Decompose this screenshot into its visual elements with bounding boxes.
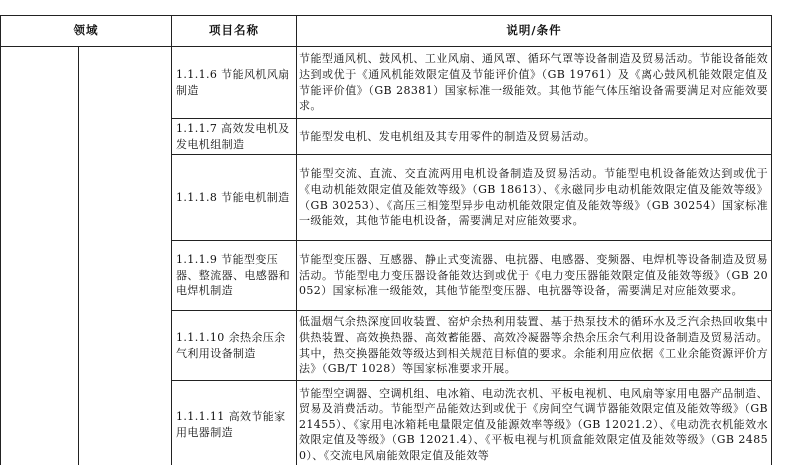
domain-cell-level2 [79,47,172,465]
domain-cell-level1 [1,47,79,465]
header-project-name: 项目名称 [172,16,297,47]
project-description: 低温烟气余热深度回收装置、窑炉余热利用装置、基于热泵技术的循环水及乏汽余热回收集中供热装置、高效换热器、高效蓄能器、高效冷凝器等余热余压余气利用设备制造及贸易活动。其中，热交换器能效等级达到相关规范目标值的要求。余能利用应依据《工业余能资源评价方法》（GB/T 1028）等国家标准要求开展。 [297,311,772,381]
catalog-table [0,15,772,465]
project-description: 节能型发电机、发电机组及其专用零件的制造及贸易活动。 [297,119,772,155]
project-description: 节能型变压器、互感器、静止式变流器、电抗器、电感器、变频器、电焊机等设备制造及贸易活动。节能型电力变压器设备能效达到或优于《电力变压器能效限定值及能效等级》（GB 20052）国家标准一级能效，其他节能型变压器、电抗器等设备，需要满足对应能效要求。 [297,241,772,311]
project-name: 1.1.1.6 节能风机风扇制造 [172,47,297,119]
project-name: 1.1.1.7 高效发电机及发电机组制造 [172,119,297,155]
project-name: 1.1.1.10 余热余压余气利用设备制造 [172,311,297,381]
table-header-row [1,16,772,47]
project-description: 节能型通风机、鼓风机、工业风扇、通风罩、循环气罩等设备制造及贸易活动。节能设备能效达到或优于《通风机能效限定值及节能评价值》（GB 19761）及《离心鼓风机能效限定值及节能评价值》（GB 28381）国家标准一级能效。其他节能气体压缩设备需要满足对应能效要求。 [297,47,772,119]
header-domain: 领域 [1,16,172,47]
project-name: 1.1.1.9 节能型变压器、整流器、电感器和电焊机制造 [172,241,297,311]
project-name: 1.1.1.11 高效节能家用电器制造 [172,381,297,465]
project-description: 节能型空调器、空调机组、电冰箱、电动洗衣机、平板电视机、电风扇等家用电器产品制造、贸易及消费活动。节能型产品能效达到或优于《房间空气调节器能效限定值及能效等级》（GB 21455）、《家用电冰箱耗电量限定值及能源效率等级》（GB 12021.2）、《电动洗衣机能效水效限定值及等级》（GB 12021.4）、《平板电视与机顶盒能效限定值及能效等级》（GB 24850）、《交流电风扇能效限定值及能效等 [297,381,772,465]
project-name: 1.1.1.8 节能电机制造 [172,155,297,241]
project-description: 节能型交流、直流、交直流两用电机设备制造及贸易活动。节能型电机设备能效达到或优于《电动机能效限定值及能效等级》（GB 18613）、《永磁同步电动机能效限定值及能效等级》（GB 30253）、《高压三相笼型异步电动机能效限定值及能效等级》（GB 30254）国家标准一级能效，其他节能电机设备，需要满足对应能效要求。 [297,155,772,241]
table-row [1,47,772,119]
header-description: 说明/条件 [297,16,772,47]
